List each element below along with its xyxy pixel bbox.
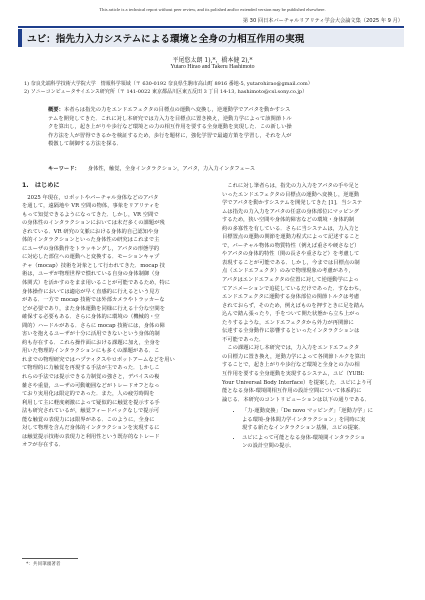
body-line: 確保する必要もある．さらに身体的に環境の（機械的・空 [22, 314, 160, 321]
body-line: にユーザの身体動作をトラッキングし，アバタの形態学的 [22, 245, 160, 252]
keywords-label: キーワード： [48, 166, 80, 172]
bullet-line: ンの設計空間の提示． [242, 443, 295, 450]
body-line: たりするような，エンドエフェクタから外力が再関節に [222, 319, 354, 326]
affiliation-2: 2) ソニーコンピュータサイエンス研究所（〒 141-0022 東京都品川区東五反田 3 丁目 14-13, hashimoto@csl.sony.co.jp） [24, 89, 308, 96]
body-line: 約の多寡性を有している．さらに当システムは，力入力と [222, 225, 360, 232]
body-line: 能となる身体-環境間相互作用の設計空間について体系的に [222, 388, 362, 395]
body-line: れらの手法では提示できる力制覚の強さと，デバイスの複 [22, 374, 160, 381]
bullet-line: 現する新たなインタラクション基盤，ユビの提案． [242, 425, 364, 432]
paragraph [222, 182, 406, 344]
body-line: 術は，ユーザが物理世界で慣れている自身の身体制御（身 [22, 271, 160, 278]
body-line: Your Universal Body Interface）を提案した．ユビにより可 [222, 379, 372, 386]
body-line: チャ（mocap）技術を対象として行われてきた．mocap 技 [22, 262, 165, 269]
body-line: いったエンドエフェクタの目標点の運動へ変換し，逆運動 [222, 191, 360, 198]
body-line: オフが存在する． [22, 442, 65, 449]
body-line: れまでの物理研究ではハプティクスやロボットアームなどを用い [22, 356, 175, 363]
abstract-line: クを算出し，起き上がりや歩行など環境との力の相互作用を要する全身運動を実現した．この新しい操 [48, 124, 292, 131]
footnote: *：共同筆頭著者 [26, 562, 61, 567]
keywords [48, 164, 380, 172]
paragraph [222, 344, 406, 404]
abstract-line: テムを開発してきた．これに対し本研究では力入力を目標点に置き換え，逆動力学によって該関節トル [48, 115, 292, 122]
contribution-item [242, 407, 406, 433]
keywords-text: 身体性，触覚，全身インタラクション，アバタ，力入力インタフェース [87, 166, 256, 172]
right-column [222, 182, 406, 452]
abstract [48, 106, 380, 149]
introduction-body [22, 194, 206, 450]
authors-japanese: 平尾悠太朗 1),*，橋本健 2),* [172, 57, 253, 64]
authors-english: Yutaro Hirao and Takeru Hashimoto [170, 64, 255, 70]
body-line: 体関式）を活かすのをまま用いることが可能であるため，特に [22, 280, 171, 287]
body-line: することで，起き上がりや歩行など環境と全身との力の相 [222, 362, 360, 369]
body-line: やアバタの身体的特性（関の長さや重さなど）を考慮して [222, 251, 360, 258]
affiliations [24, 80, 404, 96]
body-line: を通して，遠隔地や VR 空間の物体，事象をリアリティを [22, 203, 160, 210]
body-line: ており実用化は限定的であった．また，人の疲労時間を [22, 391, 155, 398]
footnote-divider [22, 558, 78, 559]
bullet-line: よる環境-身体間力学インタラクション」を同時に実 [242, 416, 366, 423]
paper-title: ユビ：指先力入力システムによる環境と全身の力相互作用の実現 [18, 29, 404, 47]
contribution-item [242, 434, 406, 451]
body-line: 表現することが可能である．しかし，今までは目標点の制 [222, 259, 360, 266]
body-line: は触覚提示技術の表現力と利用性という既存的なトレード [22, 433, 160, 440]
technical-report-notice: This article is a technical report without peer review, and its polished and/or extended version may be published elsewhere. [99, 7, 326, 12]
body-line: エンドエフェクタに運動する身体部位の関節トルクは考慮 [222, 294, 360, 301]
abstract-line: 作方法を人が習得できるかを検証するため，歩行を題材に，強化学習で最適方策を学習し，それを人が [48, 132, 292, 139]
abstract-label: 概要： [48, 107, 64, 113]
body-line: 間的）ハードルがある．さらに mocap 技術には，身体の障 [22, 322, 165, 329]
body-line: されている．VR 研究の文脈における身体的自己認知や身 [22, 228, 159, 235]
body-line: されておらず，そのため，例えばものを押すときに足を踏ん [222, 302, 365, 309]
body-line: て物理的に力触覚を再現する手法が主であった．しかしこ [22, 365, 160, 372]
body-line: 身体操作においては適応が早く直感的に行えるという見方 [22, 288, 160, 295]
body-line: 込んで踏ん張ったり，手をついて開た状態から立ち上がっ [222, 311, 360, 318]
abstract-line: 概要：本者らは指先の力をエンドエフェクタの目標点の運動へ変換し，逆運動学でアバタを動かすシス [48, 107, 291, 113]
conference-header: 第 30 回日本バーチャルリアリティ学会大会論文集（2025 年 9 月） [242, 18, 403, 24]
right-column-body [222, 182, 406, 404]
body-line: 能な触覚の表現力には限界がある．このように，全身に [22, 416, 155, 423]
body-line: てアニメーションで追従しているだけであった．すなわち， [222, 285, 365, 292]
body-line: 2025 年現在，ロボットやバーチャル身体などのアバタ [27, 194, 159, 201]
body-line: これに対し筆者らは，指先の力入力をアバタの手や足と [227, 183, 360, 189]
body-line: 法も研究されているが，触覚フィードバックなしで提示可 [22, 408, 160, 415]
body-line: がある．一方で mocap 技術では外部カメラやトラッカーな [22, 297, 165, 304]
body-line: もって知覚できるようになってきた．しかし，VR 空間で [22, 211, 159, 218]
body-line: どが必要であり，また身体運動を同様に行える十分な空間を [22, 305, 166, 312]
body-line: 対して物理を含んだ身体的インタラクションを実現するに [22, 425, 160, 432]
body-line: に対応した部位への運動へと変換する．モーションキャプ [22, 254, 160, 261]
body-line: 互作用を要する全身運動を実現するシステム，ユビ（YUBI: [222, 371, 365, 378]
body-line: 点（エンドエフェクタ）のみで物理現象の考慮があり， [222, 268, 354, 275]
body-line: 学でアバタを動かすシステムを開発してきた [1]．当システ [222, 200, 363, 207]
title-bar [18, 26, 404, 49]
body-line: 伝達する全身動作に影響するといったインタラクションは [222, 328, 360, 335]
body-line: 論じる．本研究のコントリビューションは以下の通りである． [222, 396, 371, 403]
body-line: の目標力に置き換え，逆動力学によって各関節トルクを算出 [222, 353, 366, 360]
body-line: アバタはエンドエフェクタの位置に対して逆運動学によっ [222, 277, 359, 284]
body-line: で，バーチャル物体の物質特性（例えば重さや硬さなど） [222, 242, 360, 249]
body-line: の身体性のインタラクションにおいては未だ多くの課題が残 [22, 220, 165, 227]
body-line: 目標置点の運動の関節を運動力程式によって記述すること [222, 234, 360, 241]
body-line: ムは指先の力入力をアバタの任意の身体部位にマッピング [222, 208, 359, 215]
body-line: するため，狭い空間や身体的障害などの環境・身体的制 [222, 217, 355, 224]
body-line: 利用して主に軽度刺激によって疑似的に触覚を提示する手 [22, 399, 160, 406]
abstract-line: 模倣して制御する方法を探る． [48, 141, 123, 148]
body-line: 体的インタラクションといった身体性の研究はこれまで主 [22, 237, 160, 244]
body-line: この課題に対し本研究では，力入力をエンドエフェクタ [227, 345, 360, 352]
body-line: 不可能であった． [222, 336, 265, 343]
body-line: 約も存在する．これら操作面における課題に加え，全身を [22, 339, 161, 346]
left-column [22, 182, 206, 450]
body-line: 雑さや重量，ユーザの可動範囲などがトレードオフとなっ [22, 382, 160, 389]
affiliation-1: 1) 奈良先端科学技術大学院大学 情報科学領域（〒 630-0192 奈良県生駒市高山町 8916 番地-5, yutarohirao@gmail.com） [24, 81, 313, 87]
bullet-line: • 「力-運動変換」「De novo マッピング」「逆動力学」に [242, 408, 373, 415]
bullet-line: • ユビによって可能となる身体-環境間インタラクショ [242, 434, 366, 441]
body-line: 用いた物理的インタラクションにも多くの課題がある．こ [22, 348, 160, 355]
contribution-list [222, 407, 406, 451]
body-line: 害いを抱えるユーザが十分に活用できないという身体的制 [22, 331, 160, 338]
section-heading-introduction: 1. はじめに [22, 182, 60, 189]
